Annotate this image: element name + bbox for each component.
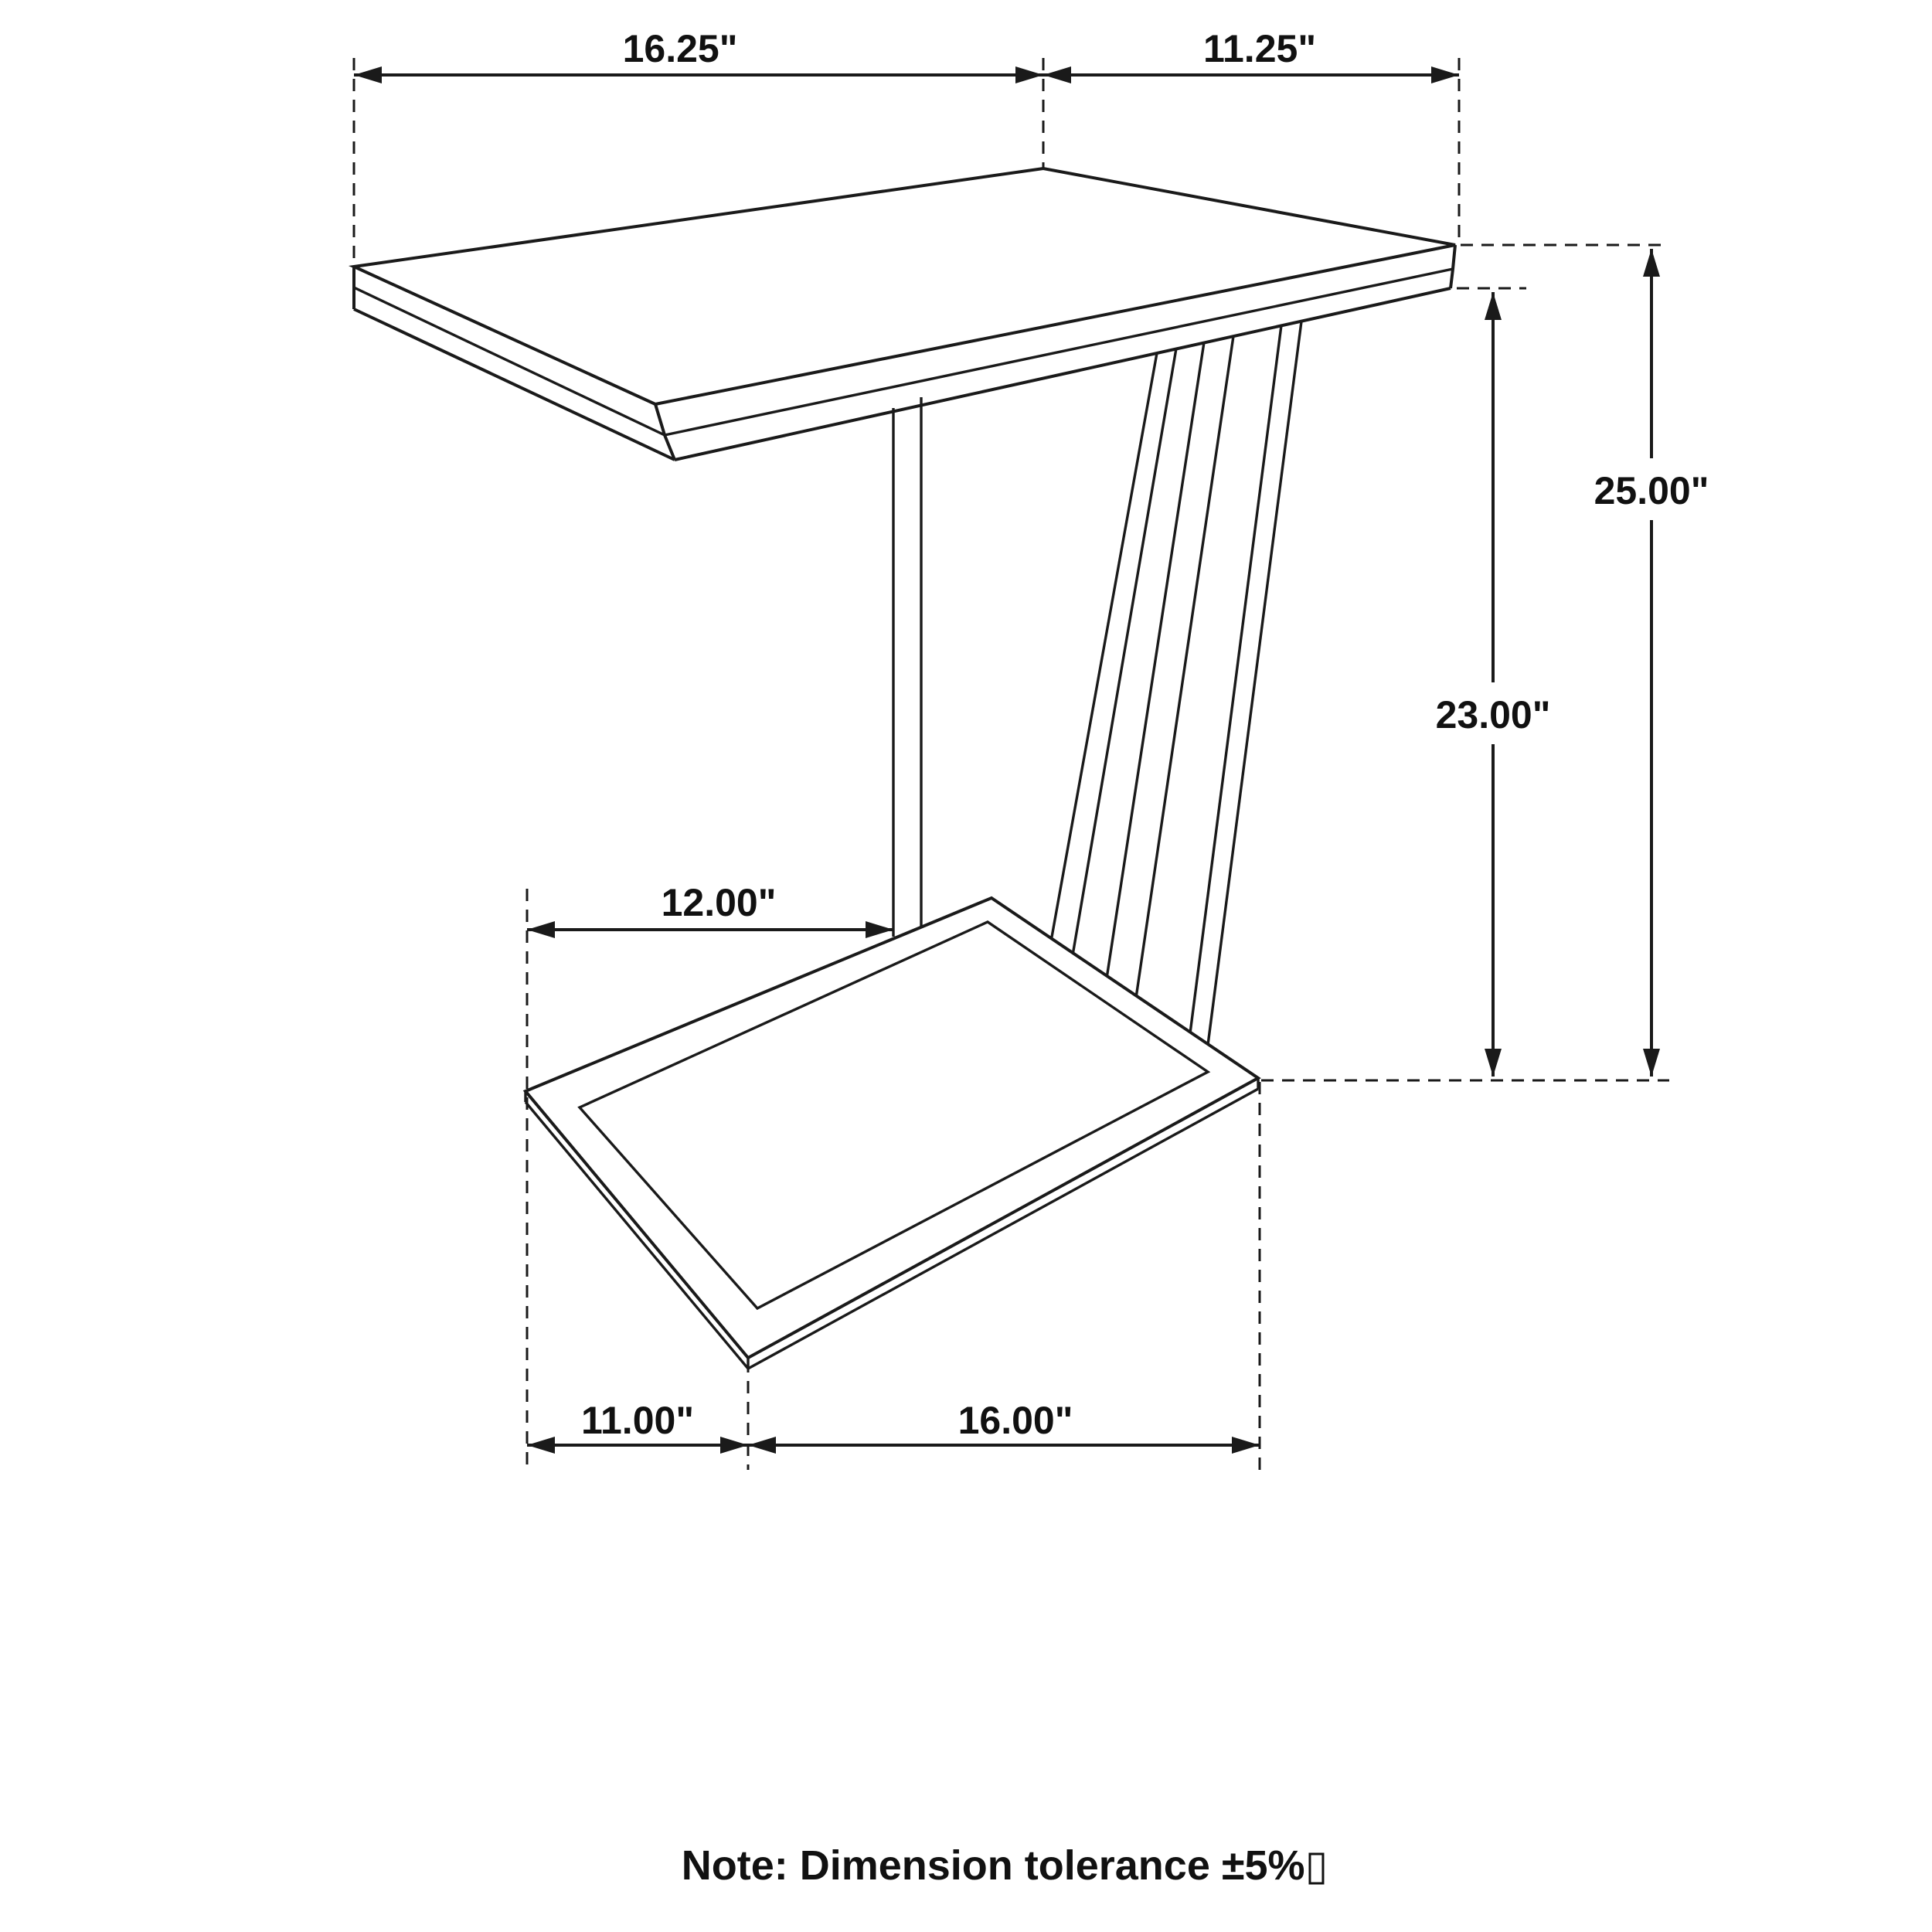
table-drawing: [354, 168, 1455, 1369]
base-frame: [526, 898, 1258, 1369]
tabletop-surface: [354, 168, 1455, 404]
label-top-width-left: 16.25": [622, 27, 738, 70]
angled-leg-lines: [1051, 321, 1301, 1045]
center-leg: [893, 397, 921, 952]
label-base-width: 16.00": [957, 1399, 1073, 1442]
label-base-depth: 11.00": [580, 1399, 695, 1442]
label-top-width-right: 11.25": [1202, 27, 1317, 70]
label-clearance-height: 23.00": [1435, 693, 1551, 736]
label-overall-height: 25.00": [1594, 469, 1709, 512]
label-mid-clearance-width: 12.00": [661, 881, 777, 924]
tolerance-note: Note: Dimension tolerance ±5%▯: [681, 1842, 1328, 1889]
